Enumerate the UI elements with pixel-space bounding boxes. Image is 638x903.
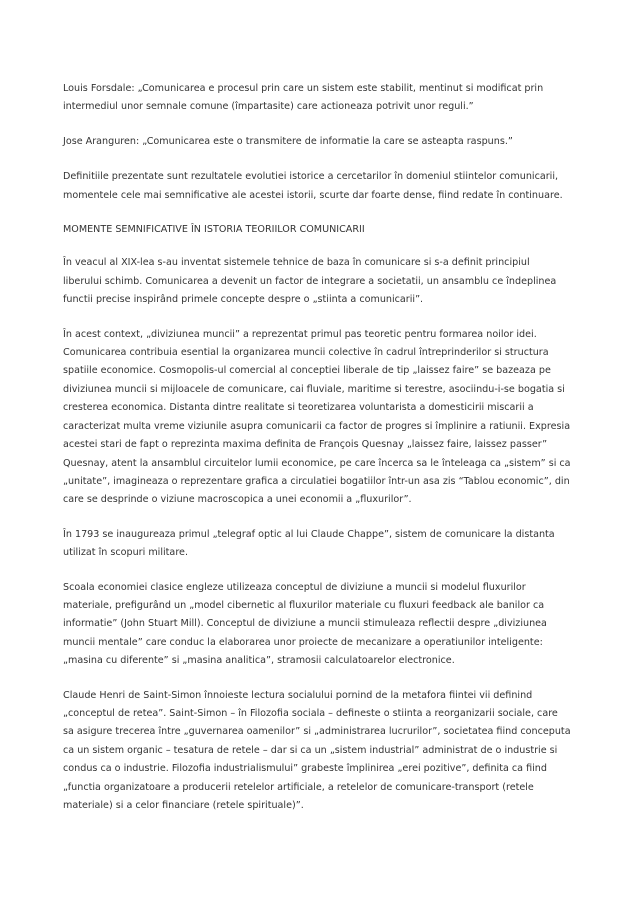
text-line: muncii mentale” care conduc la elaborarea unor proiecte de mecanizare a operatiunilor inteligente: <box>63 636 543 648</box>
text-line: Claude Henri de Saint-Simon înnoieste lectura socialului pornind de la metafora fiintei vii definind <box>63 689 533 701</box>
text-line: spatiile economice. Cosmopolis-ul comercial al conceptiei liberale de tip „laissez faire” se bazeaza pe <box>63 365 551 377</box>
text-line: „conceptul de retea”. Saint-Simon – în Filozofia sociala – defineste o stiinta a reorganizarii sociale, care <box>63 707 558 719</box>
section-heading <box>63 221 575 239</box>
text-line: Louis Forsdale: „Comunicarea e procesul prin care un sistem este stabilit, mentinut si modificat prin <box>63 83 544 94</box>
paragraph-forsdale <box>63 80 575 117</box>
text-line: materiale) si a celor financiare (retele spirituale)”. <box>63 800 304 811</box>
text-line: materiale, prefigurând un „model cibernetic al fluxurilor materiale cu fluxuri feedback ale banilor ca <box>63 599 545 611</box>
text-line: cresterea economica. Distanta dintre realitate si teoretizarea voluntarista a domesticirii miscarii a <box>63 402 534 414</box>
text-line: functii precise inspirând primele concepte despre o „stiinta a comunicarii”. <box>63 294 424 306</box>
text-line: sa asigure trecerea între „guvernarea oamenilor” si „administrarea lucrurilor”, societatea fiind conceputa <box>63 726 571 738</box>
text-line: utilizat în scopuri militare. <box>63 547 188 559</box>
paragraph-saint-simon <box>63 687 575 816</box>
text-line: „unitate”, imagineaza o reprezentare grafica a circulatiei bogatiilor într-un asa zis “Tablou economic”, din <box>63 475 570 487</box>
text-line: În acest context, „diviziunea muncii” a reprezentat primul pas teoretic pentru formarea noilor idei. <box>63 328 537 340</box>
paragraph-definitions <box>63 168 575 205</box>
text-line: liberului schimb. Comunicarea a devenit un factor de integrare a societatii, un ansamblu ce îndeplinea <box>63 275 557 287</box>
text-line: Scoala economiei clasice engleze utilizeaza conceptul de diviziune a muncii si modelul fluxurilor <box>63 581 526 593</box>
text-line: ca un sistem organic – tesatura de retele – dar si ca un „sistem industrial” administrat de o industrie si <box>63 744 558 756</box>
text-line: „masina cu diferente” si „masina analitica”, stramosii calculatoarelor electronice. <box>63 655 455 667</box>
heading-text: MOMENTE SEMNIFICATIVE ÎN ISTORIA TEORIILOR COMUNICARII <box>63 224 365 236</box>
paragraph-xix-century <box>63 254 575 309</box>
text-line: Definitiile prezentate sunt rezultatele evolutiei istorice a cercetarilor în domeniul stiintelor comunicarii, <box>63 171 559 183</box>
paragraph-aranguren <box>63 133 575 151</box>
text-line: Jose Aranguren: „Comunicarea este o transmitere de informatie la care se asteapta raspuns.” <box>63 135 513 147</box>
document-page <box>63 80 575 831</box>
text-line: informatie” (John Stuart Mill). Conceptul de diviziune a muncii stimuleaza reflectii despre „diviziunea <box>63 618 547 630</box>
text-line: caracterizat multa vreme viziunile asupra comunicarii ca factor de progres si împlinire a ratiunii. Expresia <box>63 420 571 432</box>
text-line: diviziunea muncii si mijloacele de comunicare, cai fluviale, maritime si terestre, asociindu-i-se bogatia si <box>63 383 565 395</box>
paragraph-classical-economics <box>63 579 575 671</box>
text-line: condus ca o industrie. Filozofia industrialismului” grabeste împlinirea „erei pozitive”, definita ca fiind <box>63 763 547 775</box>
text-line: acestei stari de fapt o reprezinta maxima definita de François Quesnay „laissez faire, laissez passer” <box>63 439 548 451</box>
text-line: În 1793 se inaugureaza primul „telegraf optic al lui Claude Chappe”, sistem de comunicare la distanta <box>63 528 555 540</box>
text-line: „functia organizatoare a producerii retelelor artificiale, a retelelor de comunicare-transport (retele <box>63 781 534 793</box>
paragraph-division-of-labour <box>63 326 575 510</box>
text-line: În veacul al XIX-lea s-au inventat sistemele tehnice de baza în comunicare si s-a definit principiul <box>63 257 530 269</box>
text-line: Comunicarea contribuia esential la organizarea muncii colective în cadrul întreprinderilor si structura <box>63 347 549 359</box>
text-line: Quesnay, atent la ansamblul circuitelor lumii economice, pe care încerca sa le înteleaga ca „sistem” si ca <box>63 457 571 469</box>
text-line: care se desprinde o viziune macroscopica a unei economii a „fluxurilor”. <box>63 494 412 506</box>
text-line: momentele cele mai semnificative ale acestei istorii, scurte dar foarte dense, fiind redate în continuare. <box>63 189 563 201</box>
text-line: intermediul unor semnale comune (împartasite) care actioneaza potrivit unor reguli.” <box>63 101 474 113</box>
paragraph-telegraph <box>63 526 575 563</box>
